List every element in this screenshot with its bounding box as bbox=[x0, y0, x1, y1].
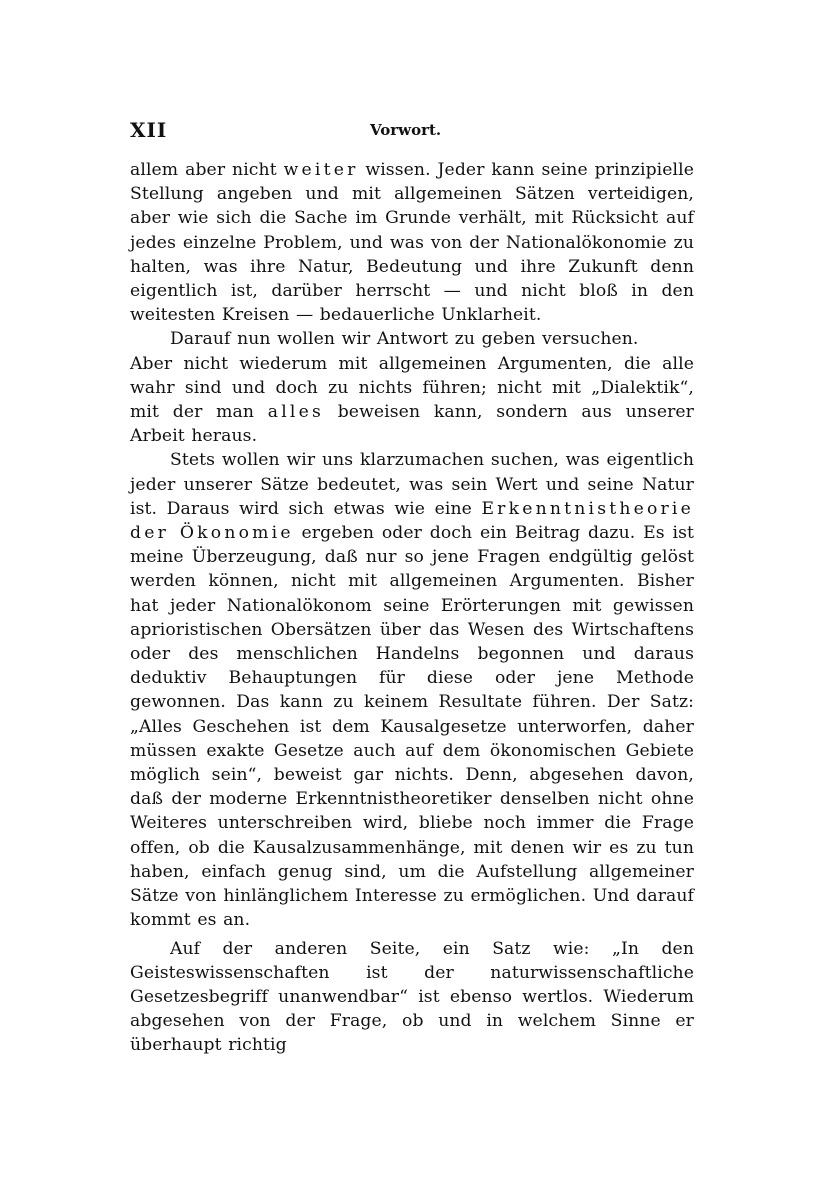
paragraph-4-text-after: ergeben oder doch ein Beitrag dazu. Es ist meine Überzeugung, daß nur so jene Fragen endgültig gelöst werden können, nicht mit allgemeinen Argumenten. Bisher hat jeder Nationalökonom seine Erörterungen mit gewissen aprioristischen Obersätzen über das Wesen des Wirtschaftens oder des menschlichen Handelns begonnen und daraus deduktiv Behauptungen für diese oder jene Methode gewonnen. Das kann zu keinem Resultate führen. Der Satz: „Alles Geschehen ist dem Kausalgesetze unterworfen, daher müssen exakte Gesetze auch auf dem ökonomischen Gebiete möglich sein“, beweist gar nichts. Denn, abgesehen davon, daß der moderne Erkenntnistheoretiker denselben nicht ohne Weiteres unterschreiben wird, bliebe noch immer die Frage offen, ob die Kausalzusammenhänge, mit denen wir es zu tun haben, einfach genug sind, um die Aufstellung allgemeiner Sätze von hinlänglichem Interesse zu ermöglichen. Und darauf kommt es an. bbox=[130, 523, 695, 931]
paragraph-4-text-before: Stets wollen wir uns klarzumachen suchen, was eigentlich jeder unserer Sätze bedeutet, was sein Wert und seine Natur ist. Daraus wird sich etwas wie eine bbox=[130, 450, 694, 519]
paragraph-3-text-after: beweisen kann, sondern aus unserer Arbeit heraus. bbox=[130, 402, 695, 447]
body-text bbox=[130, 158, 694, 1058]
paragraph-4-emphasis: Erkenntnistheorie der Ökonomie bbox=[130, 498, 694, 544]
paragraph-3-emphasis: alles bbox=[267, 402, 324, 423]
paragraph-1-emphasis: weiter bbox=[283, 160, 359, 180]
paragraph-3 bbox=[130, 352, 694, 449]
paragraph-4 bbox=[130, 448, 694, 932]
paragraph-1 bbox=[130, 158, 694, 327]
paragraph-3-text-before: Aber nicht wiederum mit allgemeinen Argumenten, die alle wahr sind und doch zu nichts führen; nicht mit „Dialektik“, mit der man bbox=[130, 353, 694, 423]
paragraph-1-text-after: wissen. Jeder kann seine prinzipielle Stellung angeben und mit allgemeinen Sätzen verteidigen, aber wie sich die Sache im Grunde verhält, mit Rücksicht auf jedes einzelne Problem, und was von der Nationalökonomie zu halten, was ihre Natur, Bedeutung und ihre Zukunft denn eigentlich ist, darüber herrscht — und nicht bloß in den weitesten Kreisen — bedauerliche Unklarheit. bbox=[130, 160, 695, 326]
page-number: XII bbox=[130, 118, 168, 142]
paragraph-5: Auf der anderen Seite, ein Satz wie: „In den Geisteswissenschaften ist der naturwissenschaftliche Gesetzesbegriff unanwendbar“ ist ebenso wertlos. Wiederum abgesehen von der Frage, ob und in welchem Sinne er überhaupt richtig bbox=[130, 938, 694, 1056]
running-title: Vorwort. bbox=[370, 121, 442, 139]
page-header bbox=[130, 118, 694, 148]
paragraph-2: Darauf nun wollen wir Antwort zu geben versuchen. bbox=[170, 329, 639, 350]
paragraph-1-text-before: allem aber nicht bbox=[130, 160, 284, 180]
